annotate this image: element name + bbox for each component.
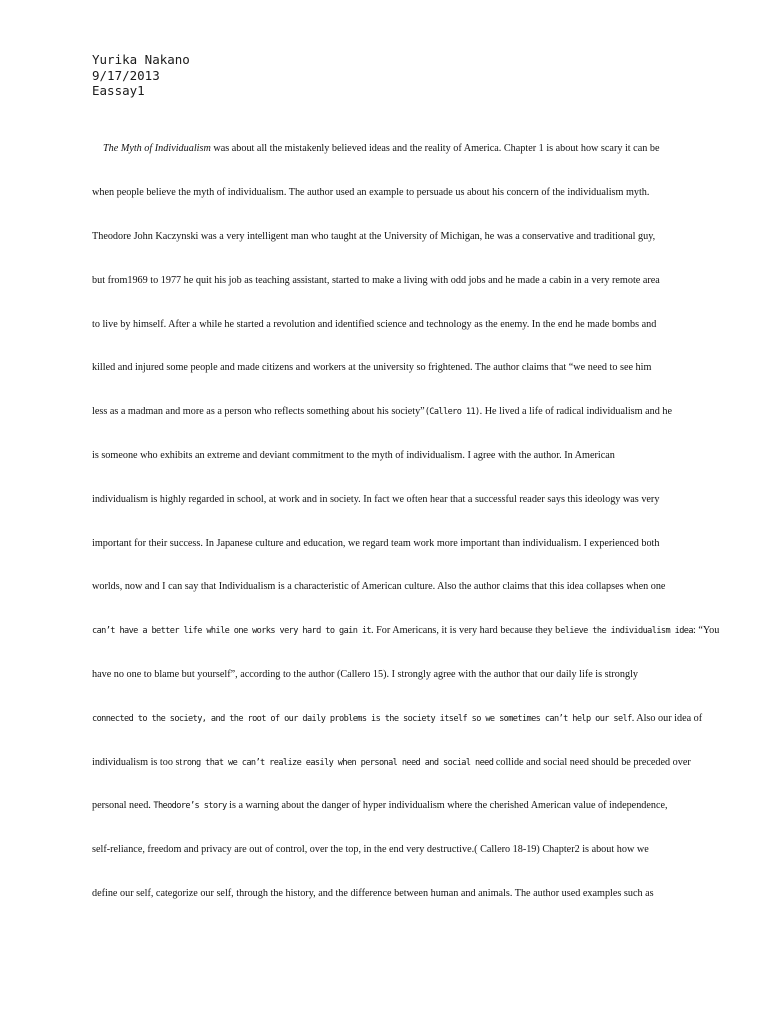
essay-line-9: individualism is highly regarded in school, at work and in society. In fact we often hear that a successful reader says this ideology was very	[92, 494, 660, 505]
essay-text: is a warning about the danger of hyper individualism where the cherished American value of independence,	[226, 800, 668, 811]
inserted-text: elieve the individualism idea	[560, 626, 693, 636]
essay-line-6: killed and injured some people and made citizens and workers at the university so frightened. The author claims that “we need to see him	[92, 362, 652, 373]
inserted-text: Theodore’s story	[153, 801, 227, 811]
essay-text: individualism is too st	[92, 757, 183, 768]
inserted-text: can’t have a better life while one works very hard to gain it	[92, 626, 372, 636]
essay-line-3: Theodore John Kaczynski was a very intelligent man who taught at the University of Michigan, he was a conservative and traditional guy,	[92, 231, 656, 242]
essay-text: . Also our idea of	[631, 713, 703, 724]
essay-header	[92, 52, 190, 99]
essay-line-14	[92, 713, 702, 725]
author-name: Yurika Nakano	[92, 52, 190, 67]
essay-line-8: is someone who exhibits an extreme and deviant commitment to the myth of individualism. I agree with the author. In American	[92, 450, 615, 461]
essay-text: personal need.	[92, 800, 154, 811]
essay-line-12	[92, 625, 719, 637]
essay-text: was about all the mistakenly believed ideas and the reality of America. Chapter 1 is about how scary it can be	[210, 143, 660, 154]
essay-text: collide and social need should be preceded over	[493, 757, 691, 768]
essay-title: Eassay1	[92, 83, 145, 98]
essay-line-7	[92, 406, 672, 418]
essay-line-11: worlds, now and I can say that Individualism is a characteristic of American culture. Also the author claims that this idea collapses when one	[92, 581, 666, 592]
essay-line-17: self-reliance, freedom and privacy are out of control, over the top, in the end very destructive.( Callero 18-19) Chapter2 is about how we	[92, 844, 649, 855]
essay-line-1	[103, 143, 660, 155]
essay-text: . He lived a life of radical individualism and he	[479, 406, 672, 417]
essay-text: less as a madman and more as a person who reflects something about his society”	[92, 406, 425, 417]
essay-date: 9/17/2013	[92, 67, 160, 83]
essay-text: : “You	[692, 625, 720, 636]
essay-line-2: when people believe the myth of individualism. The author used an example to persuade us about his concern of the individualism myth.	[92, 187, 650, 198]
essay-line-4: but from1969 to 1977 he quit his job as teaching assistant, started to make a living with odd jobs and he made a cabin in a very remote area	[92, 275, 660, 286]
essay-line-16	[92, 800, 668, 812]
essay-line-18: define our self, categorize our self, through the history, and the difference between human and animals. The author used examples such as	[92, 888, 654, 899]
essay-line-10: important for their success. In Japanese culture and education, we regard team work more important than individualism. I experienced both	[92, 538, 660, 549]
essay-line-13: have no one to blame but yourself”, according to the author (Callero 15). I strongly agree with the author that our daily life is strongly	[92, 669, 639, 680]
book-title: The Myth of Individualism	[103, 143, 211, 154]
inserted-text: rong that we can’t realize easily when personal need and social need	[182, 758, 494, 768]
citation-text: (Callero 11)	[424, 407, 480, 417]
essay-text: . For Americans, it is very hard because they b	[371, 625, 561, 636]
inserted-text: connected to the society, and the root of our daily problems is the society itself so we sometimes can’t help our self	[92, 714, 632, 724]
essay-line-5: to live by himself. After a while he started a revolution and identified science and technology as the enemy. In the end he made bombs and	[92, 319, 657, 330]
essay-line-15	[92, 757, 691, 769]
